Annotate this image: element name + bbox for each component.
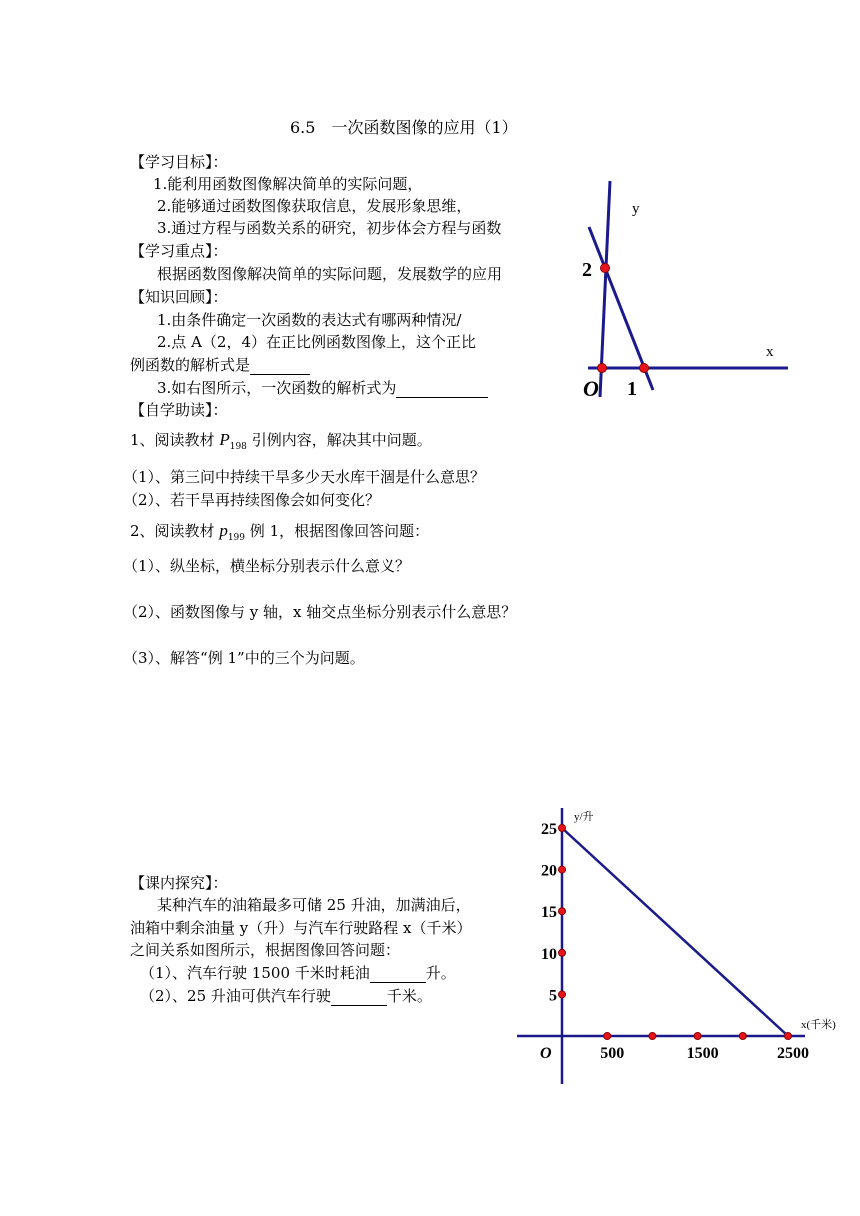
chart-marker-x-2000	[739, 1033, 746, 1040]
chart-marker-y-15	[559, 908, 566, 915]
chart-point-x-intercept	[785, 1033, 792, 1040]
review-item-2: 2.点 A（2，4）在正比例函数图像上，这个正比	[157, 333, 477, 351]
q1-page-num: 198	[229, 442, 247, 452]
chart-x-tick-label: 500	[600, 1045, 625, 1062]
self-study-q2	[130, 521, 429, 544]
goal-item-1: 1.能利用函数图像解决简单的实际问题，	[153, 175, 423, 193]
self-study-q1	[130, 430, 432, 453]
q1-suffix: 引例内容，解决其中问题。	[251, 431, 432, 449]
graph1-origin-point	[598, 364, 607, 373]
answer-blank-3[interactable]	[370, 966, 426, 983]
chart-y-tick-label: 5	[549, 987, 557, 1005]
self-study-q2-sub-2: （2）、函数图像与 y 轴，x 轴交点坐标分别表示什么意思？	[123, 603, 517, 621]
chart-point-y-intercept	[559, 825, 566, 832]
graph1-x-label: x	[766, 344, 774, 360]
explore-line-2: 油箱中剩余油量 y（升）与汽车行驶路程 x（千米）	[130, 919, 472, 937]
graph1-y-intercept-point	[601, 264, 610, 273]
graph1-y-intercept-label: 2	[582, 259, 592, 281]
linear-function-graph	[570, 175, 800, 405]
answer-blank-4[interactable]	[331, 989, 387, 1006]
chart-marker-x-1500	[694, 1033, 701, 1040]
explore-question-2	[140, 986, 432, 1006]
goal-item-2: 2.能够通过函数图像获取信息，发展形象思维，	[157, 197, 472, 215]
explore-q1-text: （1）、汽车行驶 1500 千米时耗油	[140, 964, 370, 982]
focus-text: 根据函数图像解决简单的实际问题，发展数学的应用	[157, 265, 503, 283]
focus-heading: 【学习重点】：	[130, 242, 228, 260]
review-item-2-cont	[130, 355, 310, 375]
goal-item-3: 3.通过方程与函数关系的研究，初步体会方程与函数	[157, 219, 502, 237]
explore-question-1	[140, 963, 456, 983]
self-study-q2-sub-3: （3）、解答“例 1”中的三个为问题。	[123, 649, 365, 667]
explore-q2-text: （2）、25 升油可供汽车行驶	[140, 987, 331, 1005]
graph1-x-intercept-label: 1	[627, 378, 637, 400]
explore-q1-unit: 升。	[425, 964, 456, 982]
chart-y-tick-label: 15	[541, 904, 557, 922]
chart-x-tick-label: 1500	[686, 1045, 719, 1062]
q2-prefix: 2、阅读教材	[130, 522, 215, 540]
chart-x-axis-label: x(千米)	[801, 1019, 836, 1031]
chart-y-axis-label: y/升	[574, 811, 594, 823]
q2-suffix: 例 1，根据图像回答问题：	[249, 522, 430, 540]
review-item-2-text: 例函数的解析式是	[130, 356, 251, 374]
q1-page-letter: P	[219, 430, 230, 449]
q2-page-letter: p	[219, 521, 228, 540]
self-study-q2-sub-1: （1）、纵坐标，横坐标分别表示什么意义？	[123, 557, 411, 575]
explore-q2-unit: 千米。	[386, 987, 432, 1005]
review-item-3	[157, 378, 488, 398]
fuel-chart	[505, 800, 850, 1095]
answer-blank-1[interactable]	[250, 358, 310, 375]
chart-marker-y-20	[559, 866, 566, 873]
graph1-origin-label: O	[583, 376, 599, 401]
chart-y-tick-label: 10	[541, 945, 557, 963]
explore-line-1: 某种汽车的油箱最多可储 25 升油，加满油后，	[157, 896, 471, 914]
graph1-y-label: y	[632, 201, 640, 217]
self-study-q1-sub-1: （1）、第三问中持续干旱多少天水库干涸是什么意思？	[123, 468, 486, 486]
chart-marker-x-1000	[649, 1033, 656, 1040]
chart-y-tick-label: 25	[541, 821, 557, 838]
self-study-heading: 【自学助读】：	[130, 401, 228, 419]
review-item-1: 1.由条件确定一次函数的表达式有哪两种情况/	[157, 311, 462, 329]
explore-heading: 【课内探究】：	[130, 874, 228, 892]
chart-origin-label: O	[540, 1045, 552, 1062]
chart-x-tick-label: 2500	[777, 1045, 809, 1062]
chart-marker-x-500	[604, 1033, 611, 1040]
explore-line-3: 之间关系如图所示，根据图像回答问题：	[130, 941, 401, 959]
graph1-x-intercept-point	[640, 364, 649, 373]
review-item-3-text: 3.如右图所示，一次函数的解析式为	[157, 379, 397, 397]
answer-blank-2[interactable]	[396, 381, 488, 398]
chart-marker-y-5	[559, 991, 566, 998]
chart-marker-y-10	[559, 949, 566, 956]
goals-heading: 【学习目标】：	[130, 153, 228, 171]
self-study-q1-sub-2: （2）、若干旱再持续图像会如何变化？	[123, 491, 381, 509]
q2-page-num: 199	[227, 533, 246, 543]
chart-y-tick-label: 20	[541, 862, 557, 880]
chart-series-line	[562, 828, 788, 1036]
page-title: 6.5 一次函数图像的应用（1）	[290, 118, 518, 137]
q1-prefix: 1、阅读教材	[130, 431, 215, 449]
review-heading: 【知识回顾】：	[130, 288, 228, 306]
